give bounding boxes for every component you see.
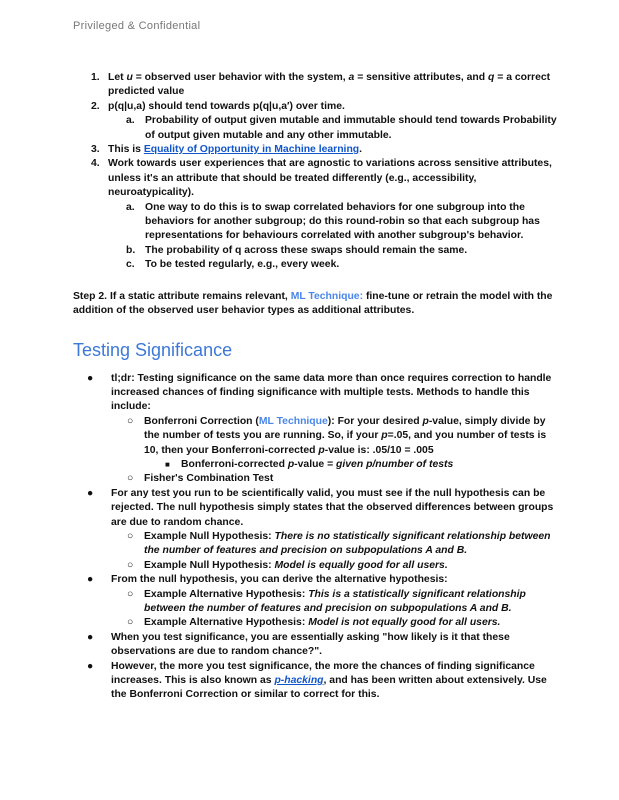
bullet-text: When you test significance, you are essentially asking "how likely is it that these observations are due to random chance?". <box>111 631 510 658</box>
list-number: 4. <box>91 158 100 170</box>
list-subitem-4c <box>73 258 563 272</box>
list-text: To be tested regularly, e.g., every week. <box>145 259 340 271</box>
bullet-text: For any test you run to be scientifically valid, you must see if the null hypothesis can be rejected. The null hypothesis simply states that the observed differences between groups are due to random chance. <box>111 487 554 528</box>
text-run: p <box>422 415 429 427</box>
text-run: fine-tune or retrain the model with the addition of the observed user behavior types as additional attributes. <box>73 290 553 317</box>
disc-bullet: ● <box>87 487 94 499</box>
text-run: . <box>359 144 363 156</box>
ml-technique-label: ML Technique <box>258 415 328 427</box>
list-text: p(q|u,a) should tend towards p(q|u,a′) over time. <box>108 100 345 112</box>
square-bullet: ■ <box>165 459 170 469</box>
text-run: p <box>287 458 295 470</box>
text-run: = sensitive attributes, and <box>354 72 488 83</box>
list-subitem-2a <box>73 114 563 143</box>
bullet-text <box>144 530 563 559</box>
list-item-4 <box>73 157 563 200</box>
text-run: p <box>381 430 388 442</box>
text-run: -value = <box>294 458 337 470</box>
list-subitem-4b <box>73 244 563 258</box>
list-text: Probability of output given mutable and immutable should tend towards Probability of output given mutable and any other immutable. <box>145 115 557 141</box>
list-letter: b. <box>126 244 136 256</box>
text-run: = observed user behavior with the system, <box>132 72 349 83</box>
list-number: 1. <box>91 72 100 83</box>
text-run: Example Null Hypothesis: <box>144 559 275 571</box>
list-text: The probability of q across these swaps should remain the same. <box>145 244 468 256</box>
circle-bullet: ○ <box>127 588 134 600</box>
ml-technique-label: ML Technique: <box>290 290 364 302</box>
step-2-paragraph <box>73 290 563 319</box>
bullet-text: From the null hypothesis, you can derive the alternative hypothesis: <box>111 574 448 586</box>
list-letter: a. <box>126 115 135 127</box>
disc-bullet: ● <box>87 660 94 672</box>
text-run: -value, simply divide by the number of tests you are running. So, if your <box>144 415 546 442</box>
bullet-subsubitem-formula <box>73 458 563 472</box>
text-run: =.05, and you number of tests is 10, then your Bonferroni-corrected <box>144 430 547 456</box>
text-run: p-hacking <box>274 675 324 687</box>
bullet-text <box>181 458 563 472</box>
bullet-subitem-alt-2 <box>73 616 563 630</box>
bullet-text <box>144 616 563 630</box>
bullet-text <box>144 415 563 458</box>
list-item-2 <box>73 100 563 114</box>
bullet-item-5 <box>73 660 563 703</box>
text-run: given p/number of tests <box>336 458 454 470</box>
bullet-text <box>144 588 563 617</box>
text-run: This is <box>108 144 144 156</box>
circle-bullet: ○ <box>127 559 134 571</box>
bullet-text: Fisher's Combination Test <box>144 473 274 485</box>
text-run: Model is not equally good for all users. <box>308 617 501 629</box>
text-run: Bonferroni-corrected <box>181 458 288 470</box>
bullet-text <box>144 559 563 573</box>
list-item-3 <box>73 143 563 157</box>
bullet-subitem-alt-1 <box>73 588 563 617</box>
list-subitem-4a <box>73 201 563 244</box>
bullet-item-4 <box>73 631 563 660</box>
bullet-text <box>111 660 563 703</box>
text-run: = a correct predicted value <box>108 72 551 98</box>
list-number: 3. <box>91 144 100 156</box>
text-run: Example Null Hypothesis: <box>144 530 275 542</box>
text-run: ): For your desired <box>327 415 423 427</box>
p-hacking-link[interactable] <box>274 675 323 686</box>
bullet-item-2 <box>73 487 563 530</box>
text-run: However, the more you test significance, the more the chances of finding significance increases. This is also known as <box>111 660 535 687</box>
bullet-text: tl;dr: Testing significance on the same data more than once requires correction to handle increased chances of finding significance with multiple tests. Methods to handle this include: <box>111 372 552 413</box>
list-number: 2. <box>91 100 100 112</box>
text-run: p <box>318 444 325 456</box>
disc-bullet: ● <box>87 631 94 643</box>
text-run: Example Alternative Hypothesis: <box>144 588 309 600</box>
page-header: Privileged & Confidential <box>73 20 201 32</box>
circle-bullet: ○ <box>127 473 134 485</box>
list-letter: c. <box>126 259 135 271</box>
list-text: Work towards user experiences that are agnostic to variations across sensitive attributes, unless it's an attribute that should be treated differently (e.g., accessibility, neuroatypicality). <box>108 158 552 199</box>
bullet-subitem-bonferroni <box>73 415 563 458</box>
list-text <box>108 143 563 157</box>
text-run: q <box>488 72 495 83</box>
text-run: -value is: .05/10 = .005 <box>324 444 434 456</box>
section-heading: Testing Significance <box>73 339 233 360</box>
text-run: a <box>348 72 355 83</box>
text-run: Model is equally good for all users. <box>274 559 448 571</box>
list-text: One way to do this is to swap correlated behaviors for one subgroup into the behaviors for another subgroup; do this round-robin so that each subgroup has representations for behaviours correlated with another subgroup's behavior. <box>145 201 540 242</box>
disc-bullet: ● <box>87 574 94 586</box>
text-run: Let <box>108 72 127 83</box>
bullet-item-3 <box>73 573 563 587</box>
text-run: Example Alternative Hypothesis: <box>144 617 309 629</box>
bullet-subitem-null-2 <box>73 559 563 573</box>
equality-of-opportunity-link[interactable]: Equality of Opportunity in Machine learning <box>143 144 360 156</box>
bullet-item-1 <box>73 372 563 415</box>
list-text <box>108 71 563 100</box>
list-item-1 <box>73 71 563 100</box>
text-run: u <box>126 72 133 83</box>
circle-bullet: ○ <box>127 415 134 427</box>
list-letter: a. <box>126 201 135 213</box>
disc-bullet: ● <box>87 372 94 384</box>
bullet-subitem-null-1 <box>73 530 563 559</box>
circle-bullet: ○ <box>127 530 134 542</box>
text-run: There is no statistically significant relationship between the number of features and precision on subpopulations A and B. <box>144 530 551 557</box>
document-body <box>73 71 563 703</box>
text-run: Step 2. If a static attribute remains relevant, <box>73 290 291 302</box>
text-run: This is a statistically significant relationship between the number of features and precision on subpopulations A and B. <box>144 588 526 614</box>
bullet-subitem-fisher <box>73 472 563 486</box>
text-run: , and has been written about extensively. Use the Bonferroni Correction or similar to correct for this. <box>111 675 547 701</box>
text-run: Bonferroni Correction ( <box>144 415 259 427</box>
circle-bullet: ○ <box>127 617 134 629</box>
